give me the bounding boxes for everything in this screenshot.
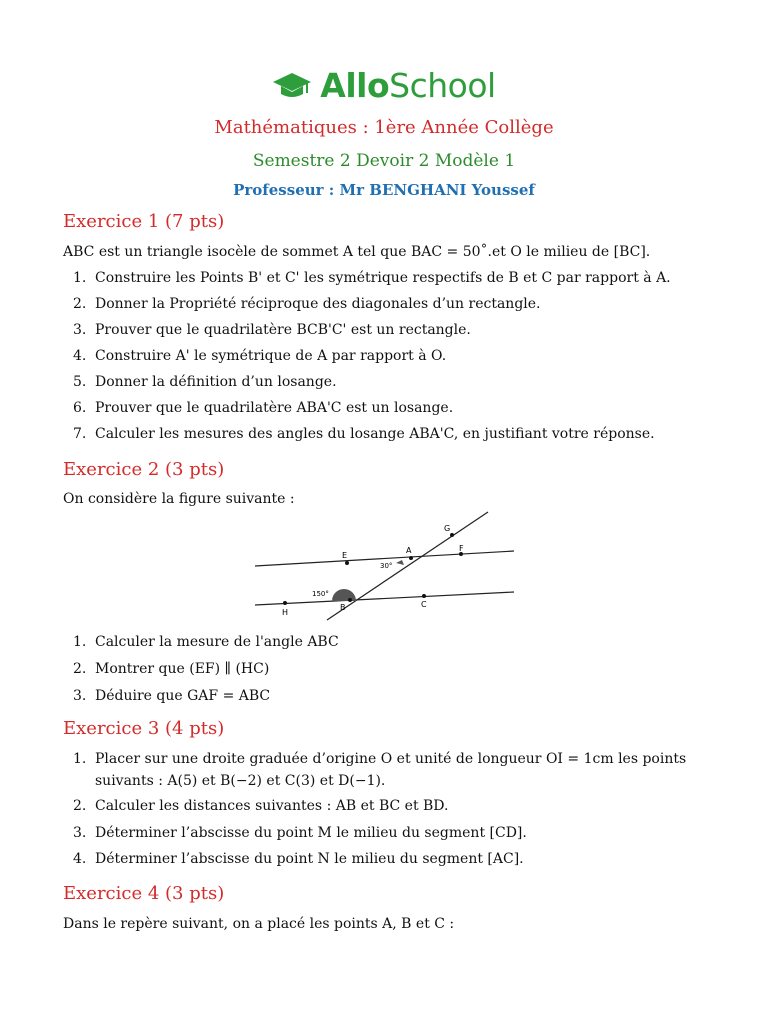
list-item: 4. Déterminer l’abscisse du point N le milieu du segment [AC]. bbox=[73, 851, 524, 867]
list-item: 2. Montrer que (EF) ∥ (HC) bbox=[73, 661, 270, 677]
label-a: A bbox=[406, 546, 412, 555]
exercise-4-title: Exercice 4 (3 pts) bbox=[63, 883, 225, 904]
label-f: F bbox=[459, 544, 464, 553]
list-item: 1. Placer sur une droite graduée d’origine O et unité de longueur OI = 1cm les points bbox=[73, 751, 687, 767]
label-e: E bbox=[342, 551, 348, 560]
list-item: 2. Donner la Propriété réciproque des diagonales d’un rectangle. bbox=[73, 296, 541, 312]
list-item: 3. Déterminer l’abscisse du point M le milieu du segment [CD]. bbox=[73, 825, 527, 841]
teacher-name: Professeur : Mr BENGHANI Youssef bbox=[233, 181, 535, 199]
exercise-2-title: Exercice 2 (3 pts) bbox=[63, 459, 225, 480]
list-item: 3. Prouver que le quadrilatère BCB'C' est un rectangle. bbox=[73, 322, 471, 338]
subject-title: Mathématiques : 1ère Année Collège bbox=[214, 117, 554, 138]
graduation-cap-icon bbox=[272, 71, 312, 101]
list-item: 6. Prouver que le quadrilatère ABA'C est un losange. bbox=[73, 400, 454, 416]
label-h: H bbox=[282, 608, 289, 617]
label-c: C bbox=[421, 600, 427, 609]
label-150deg: 150° bbox=[312, 590, 329, 598]
figure-svg bbox=[252, 510, 517, 622]
list-item: 1. Calculer la mesure de l'angle ABC bbox=[73, 634, 339, 650]
exercise-2-intro: On considère la figure suivante : bbox=[63, 491, 295, 507]
exercise-3-title: Exercice 3 (4 pts) bbox=[63, 718, 225, 739]
exercise-4-intro: Dans le repère suivant, on a placé les points A, B et C : bbox=[63, 916, 455, 932]
logo-text-light: School bbox=[389, 66, 496, 105]
list-item: 1. Construire les Points B' et C' les symétrique respectifs de B et C par rapport à A. bbox=[73, 270, 671, 286]
alloschool-logo bbox=[0, 68, 768, 104]
list-item: 7. Calculer les mesures des angles du losange ABA'C, en justifiant votre réponse. bbox=[73, 426, 655, 442]
logo-text-bold: Allo bbox=[320, 66, 390, 105]
exercise-1-title: Exercice 1 (7 pts) bbox=[63, 211, 225, 232]
list-item: 4. Construire A' le symétrique de A par rapport à O. bbox=[73, 348, 447, 364]
exercise-1-intro: ABC est un triangle isocèle de sommet A tel que BAC = 50˚.et O le milieu de [BC]. bbox=[63, 244, 651, 260]
label-b: B bbox=[340, 603, 346, 612]
list-item-continuation: suivants : A(5) et B(−2) et C(3) et D(−1). bbox=[95, 773, 386, 789]
list-item: 5. Donner la définition d’un losange. bbox=[73, 374, 337, 390]
label-g: G bbox=[444, 524, 451, 533]
semester-title: Semestre 2 Devoir 2 Modèle 1 bbox=[252, 151, 516, 171]
label-30deg: 30° bbox=[380, 562, 393, 570]
list-item: 3. Déduire que GAF = ABC bbox=[73, 688, 271, 704]
geometry-figure bbox=[252, 510, 517, 622]
list-item: 2. Calculer les distances suivantes : AB et BC et BD. bbox=[73, 798, 449, 814]
